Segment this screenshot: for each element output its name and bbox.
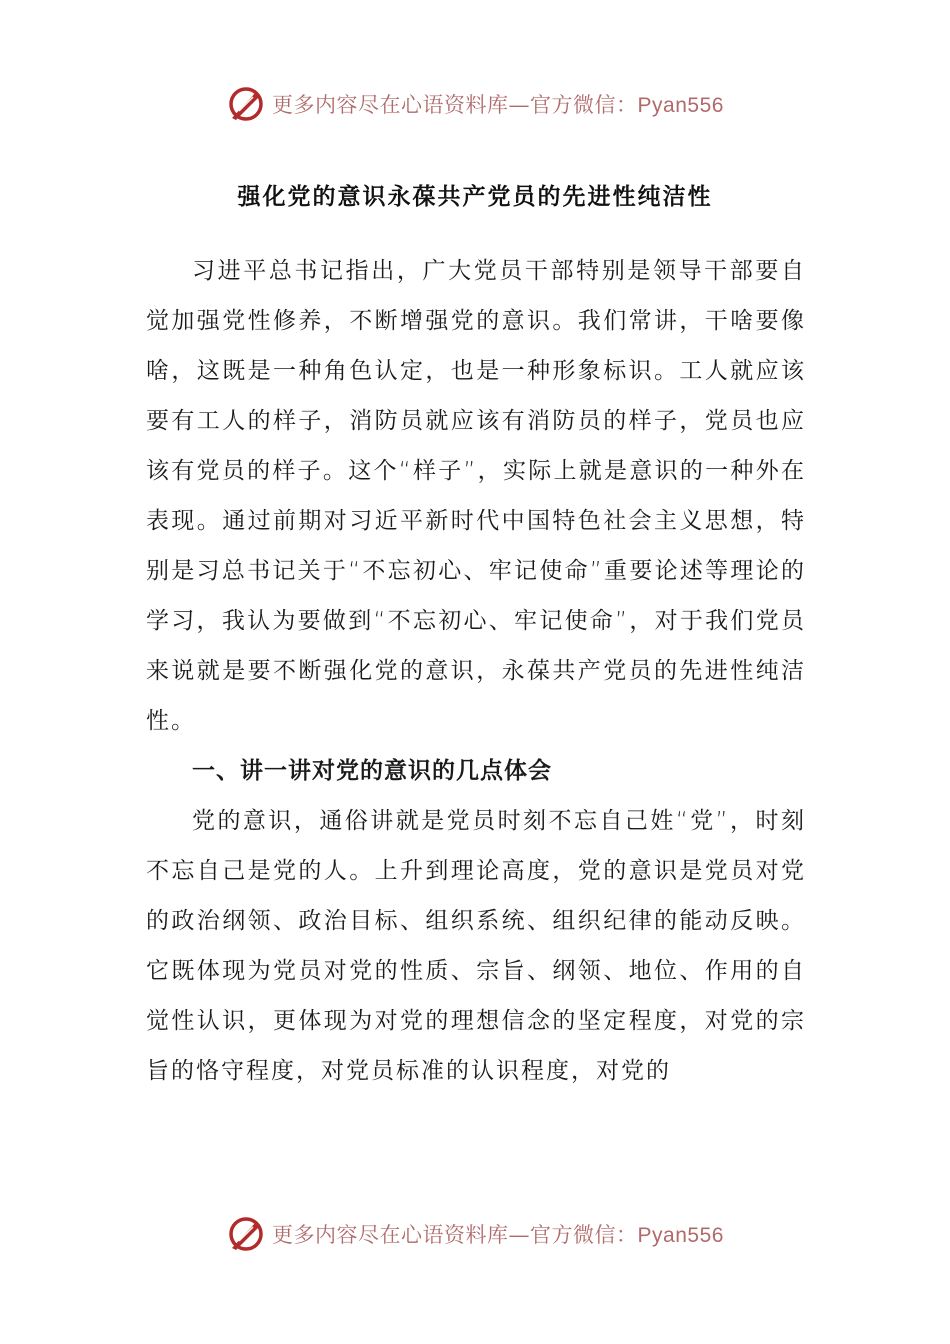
section-heading-1: 一、讲一讲对党的意识的几点体会 — [192, 758, 552, 784]
document-title: 强化党的意识永葆共产党员的先进性纯洁性 — [237, 184, 713, 210]
header-watermark — [0, 82, 950, 126]
footer-watermark — [0, 1212, 950, 1256]
watermark-text: 更多内容尽在心语资料库—官方微信：Pyan556 — [272, 1223, 724, 1247]
watermark-text: 更多内容尽在心语资料库—官方微信：Pyan556 — [272, 93, 724, 117]
paragraph-section-1: 党的意识，通俗讲就是党员时刻不忘自己姓“党”，时刻不忘自己是党的人。上升到理论高度，党的意识是党员对党的政治纲领、政治目标、组织系统、组织纪律的能动反映。它既体现为党员对党的性质、宗旨、纲领、地位、作用的自觉性认识，更体现为对党的理想信念的坚定程度，对党的宗旨的恪守程度，对党员标准的认识程度，对党的 — [146, 808, 806, 1084]
wechat-id: Pyan556 — [637, 1224, 724, 1247]
document-body — [146, 246, 806, 1096]
pen-circle-logo-icon — [226, 1214, 266, 1254]
paragraph-intro: 习进平总书记指出，广大党员干部特别是领导干部要自觉加强党性修养，不断增强党的意识。我们常讲，干啥要像啥，这既是一种角色认定，也是一种形象标识。工人就应该要有工人的样子，消防员就应该有消防员的样子，党员也应该有党员的样子。这个“样子”，实际上就是意识的一种外在表现。通过前期对习近平新时代中国特色社会主义思想，特别是习总书记关于“不忘初心、牢记使命”重要论述等理论的学习，我认为要做到“不忘初心、牢记使命”，对于我们党员来说就是要不断强化党的意识，永葆共产党员的先进性纯洁性。 — [146, 258, 806, 734]
pen-circle-logo-icon — [226, 84, 266, 124]
wechat-id: Pyan556 — [637, 94, 724, 117]
